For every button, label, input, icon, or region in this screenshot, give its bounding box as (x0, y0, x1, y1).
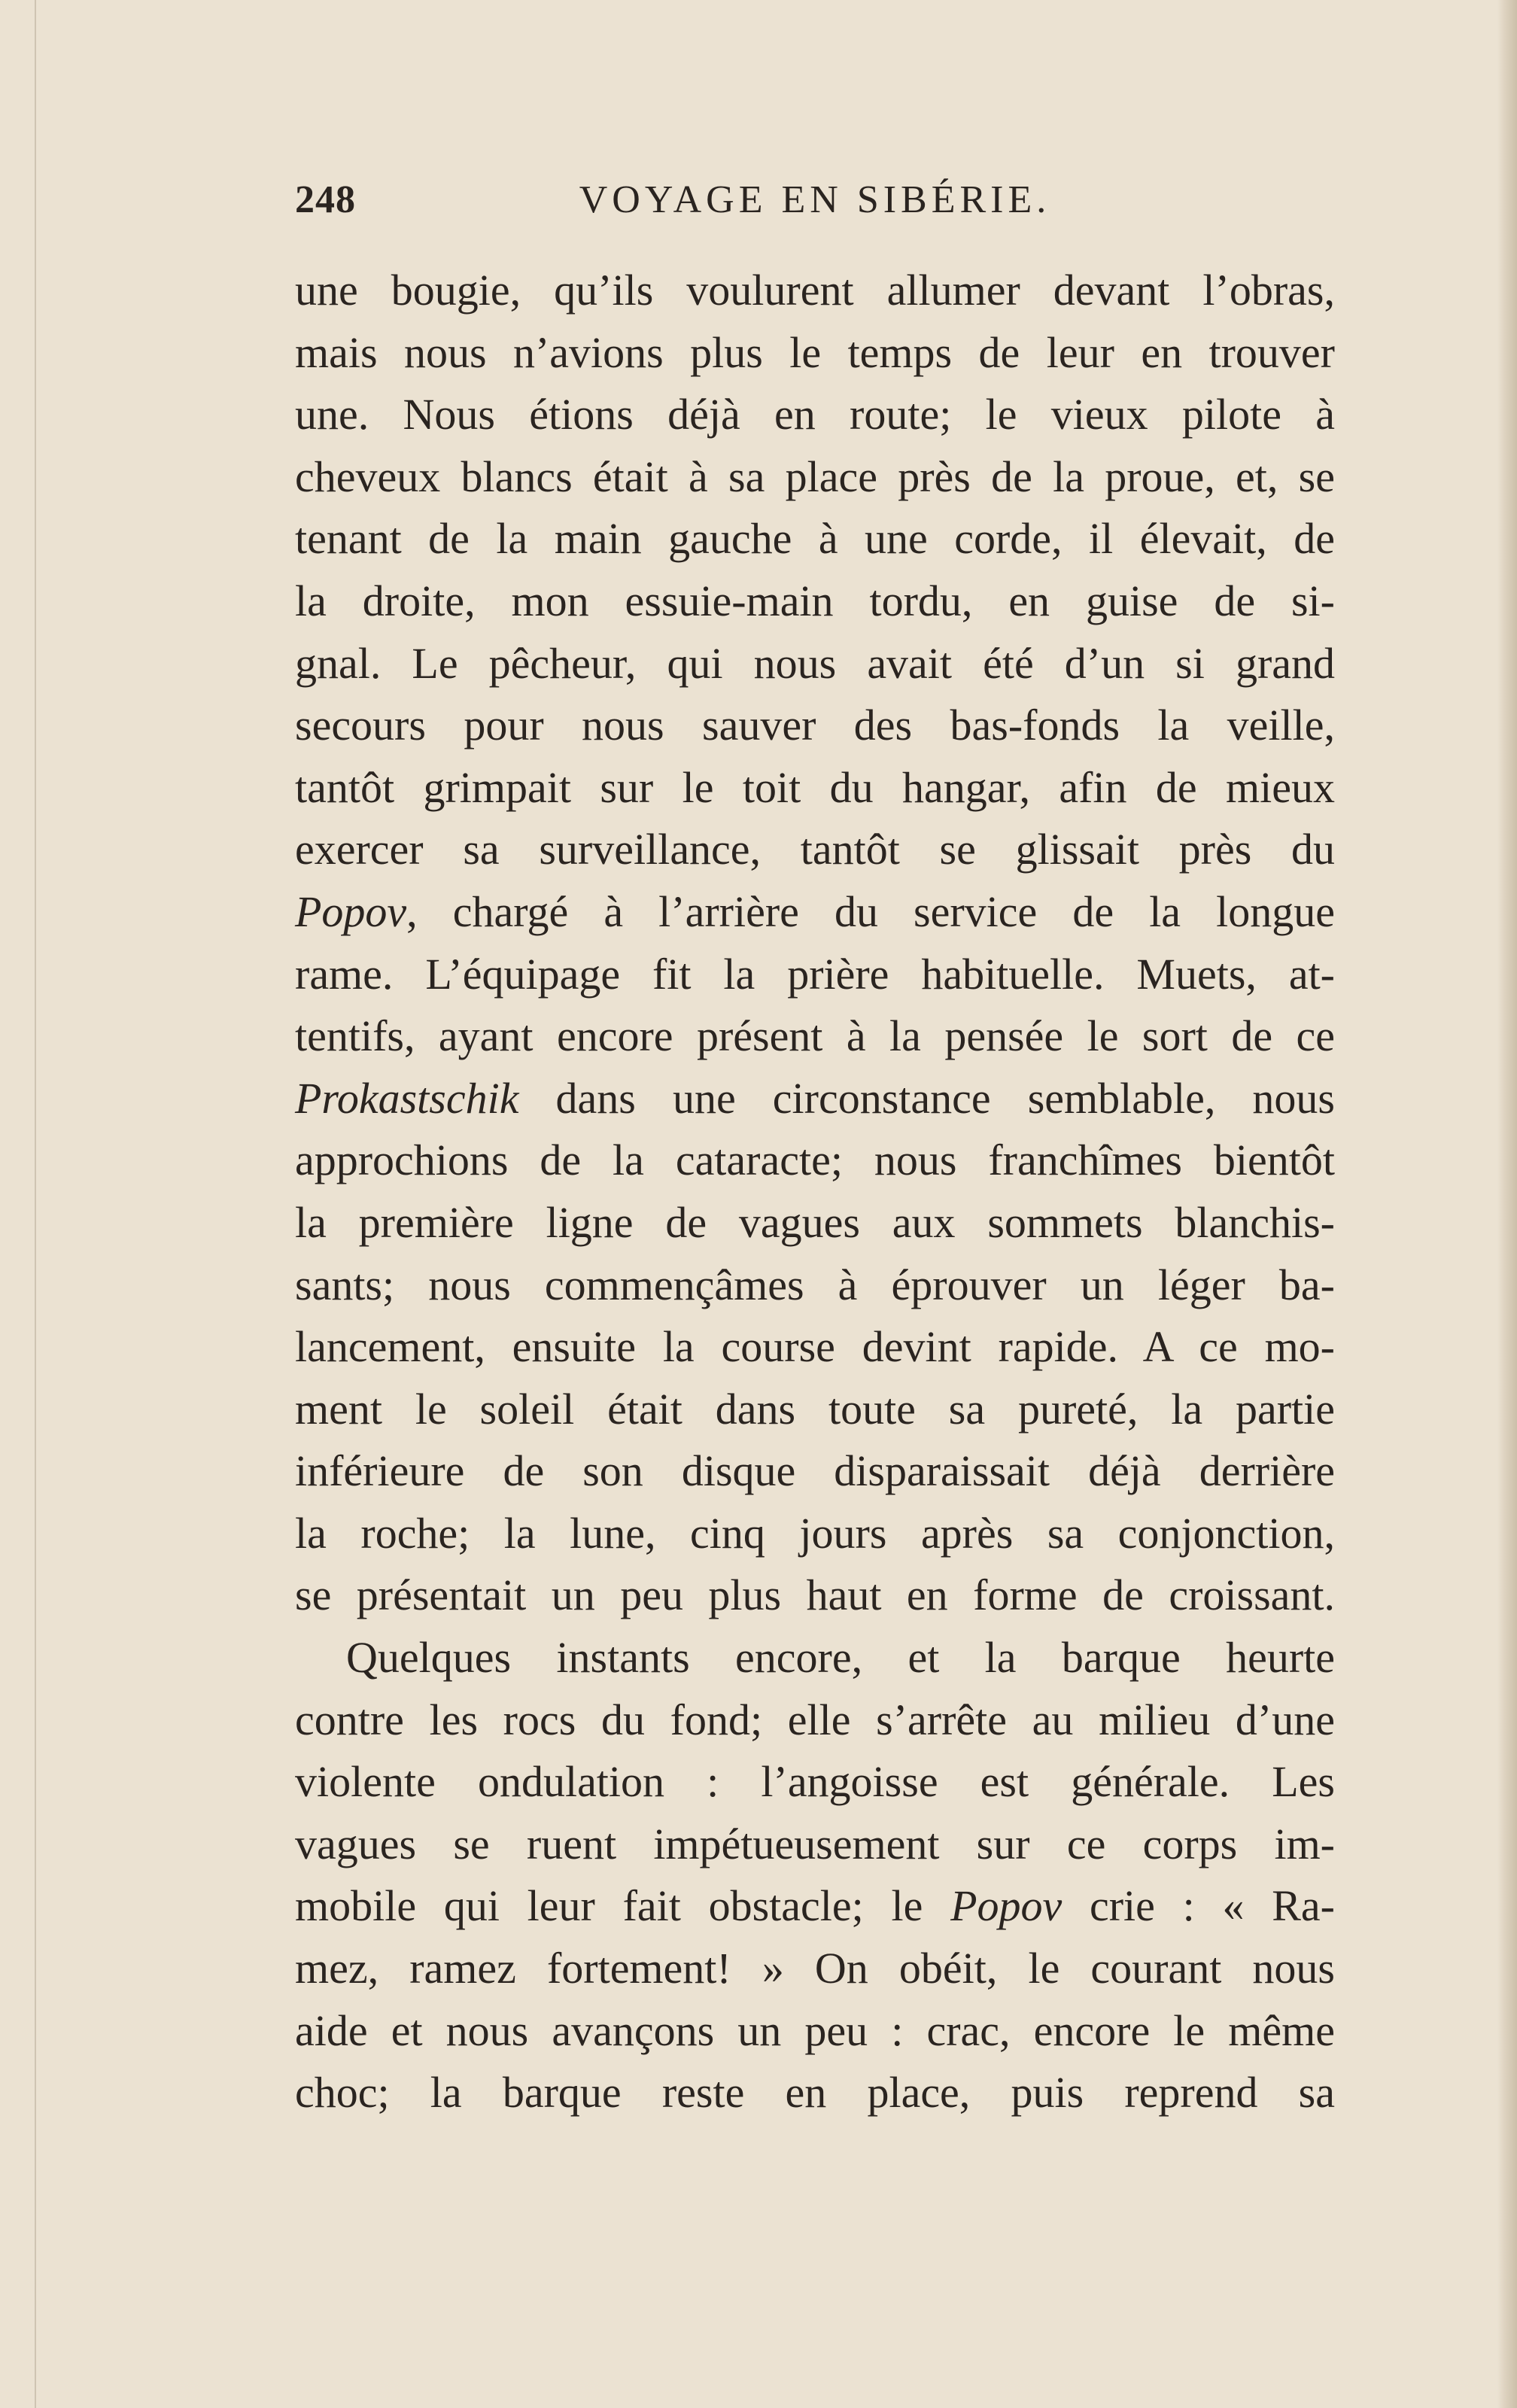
text-segment: aide et nous avançons un peu : crac, encore le même (295, 2005, 1335, 2055)
text-segment: contre les rocs du fond; elle s’arrête au milieu d’une (295, 1695, 1335, 1744)
text-line (295, 944, 1335, 1006)
italic-name: Popov (950, 1881, 1063, 1931)
text-segment: Quelques instants encore, et la barque heurte (346, 1633, 1335, 1683)
text-segment: secours pour nous sauver des bas-fonds la veille, (295, 701, 1335, 750)
text-segment: mez, ramez fortement! » On obéit, le courant nous (295, 1944, 1335, 1993)
text-segment: se présentait un peu plus haut en forme de croissant. (295, 1570, 1335, 1620)
text-line (295, 633, 1335, 695)
text-line (295, 819, 1335, 881)
text-line (295, 260, 1335, 322)
page-header (295, 178, 1335, 238)
text-line (295, 2062, 1335, 2124)
text-segment: gnal. Le pêcheur, qui nous avait été d’un si grand (295, 638, 1335, 688)
binding-edge (35, 0, 36, 2408)
text-line (295, 1627, 1335, 1689)
text-line (295, 1751, 1335, 1814)
text-line (295, 1689, 1335, 1752)
text-segment: exercer sa surveillance, tantôt se glissait près du (295, 825, 1335, 874)
text-segment: violente ondulation : l’angoisse est générale. Les (295, 1757, 1335, 1807)
italic-name: Prokastschik (295, 1073, 519, 1123)
text-segment: lancement, ensuite la course devint rapide. A ce mo- (295, 1322, 1335, 1372)
text-segment: inférieure de son disque disparaissait déjà derrière (295, 1446, 1335, 1496)
text-line (295, 881, 1335, 944)
text-line (295, 1938, 1335, 2000)
text-line (295, 446, 1335, 509)
running-title: VOYAGE EN SIBÉRIE. (579, 178, 1051, 221)
text-segment: ment le soleil était dans toute sa pureté, la partie (295, 1384, 1335, 1434)
text-segment: une bougie, qu’ils voulurent allumer devant l’obras, (295, 266, 1335, 315)
text-line (295, 1379, 1335, 1441)
text-line (295, 1130, 1335, 1192)
text-line (295, 508, 1335, 570)
text-line (295, 1068, 1335, 1130)
text-segment: tentifs, ayant encore présent à la pensée le sort de ce (295, 1011, 1335, 1061)
text-line (295, 1254, 1335, 1317)
text-segment: la roche; la lune, cinq jours après sa conjonction, (295, 1508, 1335, 1558)
text-segment: crie : « Ra- (1062, 1881, 1335, 1931)
text-line (295, 570, 1335, 633)
text-segment: vagues se ruent impétueusement sur ce corps im- (295, 1819, 1335, 1868)
text-segment: une. Nous étions déjà en route; le vieux pilote à (295, 390, 1335, 439)
text-segment: la première ligne de vagues aux sommets blanchis- (295, 1197, 1335, 1247)
text-segment: dans une circonstance semblable, nous (518, 1073, 1335, 1123)
body-text (295, 260, 1335, 2124)
text-line (295, 1005, 1335, 1068)
text-line (295, 1875, 1335, 1938)
text-segment: mobile qui leur fait obstacle; le (295, 1881, 951, 1931)
italic-name: Popov (295, 886, 407, 936)
page-edge-shadow (1497, 0, 1517, 2408)
text-line (295, 2000, 1335, 2063)
text-segment: cheveux blancs était à sa place près de la proue, et, se (295, 451, 1335, 501)
text-segment: tantôt grimpait sur le toit du hangar, afin de mieux (295, 762, 1335, 812)
text-line (295, 322, 1335, 385)
text-segment: , chargé à l’arrière du service de la longue (406, 886, 1335, 936)
text-segment: tenant de la main gauche à une corde, il élevait, de (295, 514, 1335, 564)
text-line (295, 1192, 1335, 1254)
text-segment: rame. L’équipage fit la prière habituelle. Muets, at- (295, 949, 1335, 999)
text-segment: mais nous n’avions plus le temps de leur en trouver (295, 327, 1335, 377)
text-line (295, 384, 1335, 446)
text-line (295, 757, 1335, 819)
text-segment: sants; nous commençâmes à éprouver un léger ba- (295, 1260, 1335, 1309)
text-line (295, 1440, 1335, 1503)
text-segment: approchions de la cataracte; nous franchîmes bientôt (295, 1136, 1335, 1185)
text-line (295, 695, 1335, 757)
text-segment: la droite, mon essuie-main tordu, en guise de si- (295, 576, 1335, 625)
text-line (295, 1814, 1335, 1876)
text-line (295, 1564, 1335, 1627)
text-line (295, 1503, 1335, 1565)
text-segment: choc; la barque reste en place, puis reprend sa (295, 2068, 1335, 2118)
page-number: 248 (295, 178, 356, 221)
text-line (295, 1316, 1335, 1379)
